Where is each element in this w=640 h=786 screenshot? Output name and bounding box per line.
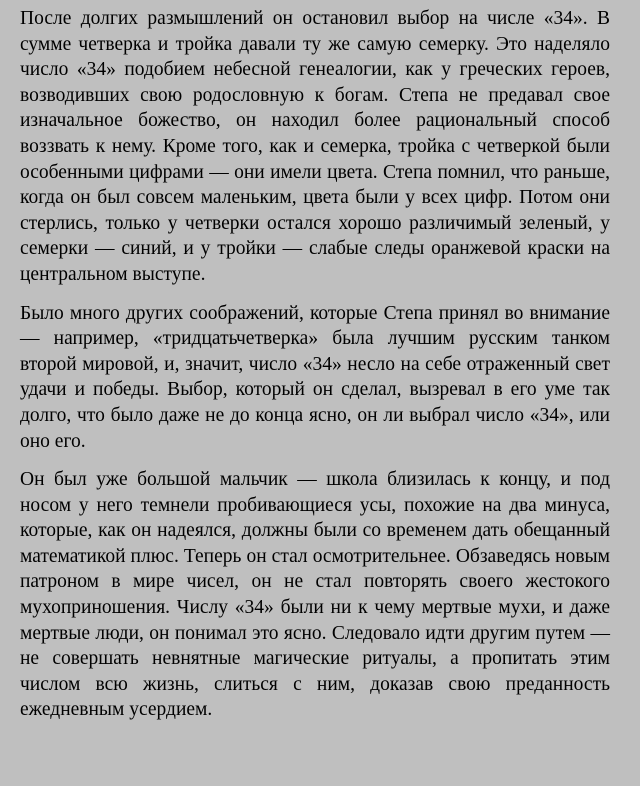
paragraph-1: После долгих размышлений он остановил выбор на числе «34». В сумме четверка и тройка давали ту же самую семерку. Это наделяло число «34» подобием небесной генеалогии, как у греческих героев, возводивших свою родословную к богам. Степа не предавал свое изначальное божество, он находил более рациональный способ воззвать к нему. Кроме того, как и семерка, тройка с четверкой были особенными цифрами — они имели цвета. Степа помнил, что раньше, когда он был совсем маленьким, цвета были у всех цифр. Потом они стерлись, только у четверки остался хорошо различимый зеленый, у семерки — синий, и у тройки — слабые следы оранжевой краски на центральном выступе.: [20, 8, 610, 285]
paragraph-2: Было много других соображений, которые Степа принял во внимание — например, «тридцатьчетверка» была лучшим русским танком второй мировой, и, значит, число «34» несло на себе отраженный свет удачи и победы. Выбор, который он сделал, вызревал в его уме так долго, что было даже не до конца ясно, он ли выбрал число «34», или оно его.: [20, 302, 610, 452]
paragraph-3: Он был уже большой мальчик — школа близилась к концу, и под носом у него темнели пробивающиеся усы, похожие на два минуса, которые, как он надеялся, должны были со временем дать обещанный математикой плюс. Теперь он стал осмотрительнее. Обзаведясь новым патроном в мире чисел, он не стал повторять своего жестокого мухоприношения. Числу «34» были ни к чему мертвые мухи, и даже мертвые люди, он понимал это ясно. Следовало идти другим путем — не совершать невнятные магические ритуалы, а пропитать этим числом всю жизнь, слиться с ним, доказав свою преданность ежедневным усердием.: [20, 469, 610, 721]
